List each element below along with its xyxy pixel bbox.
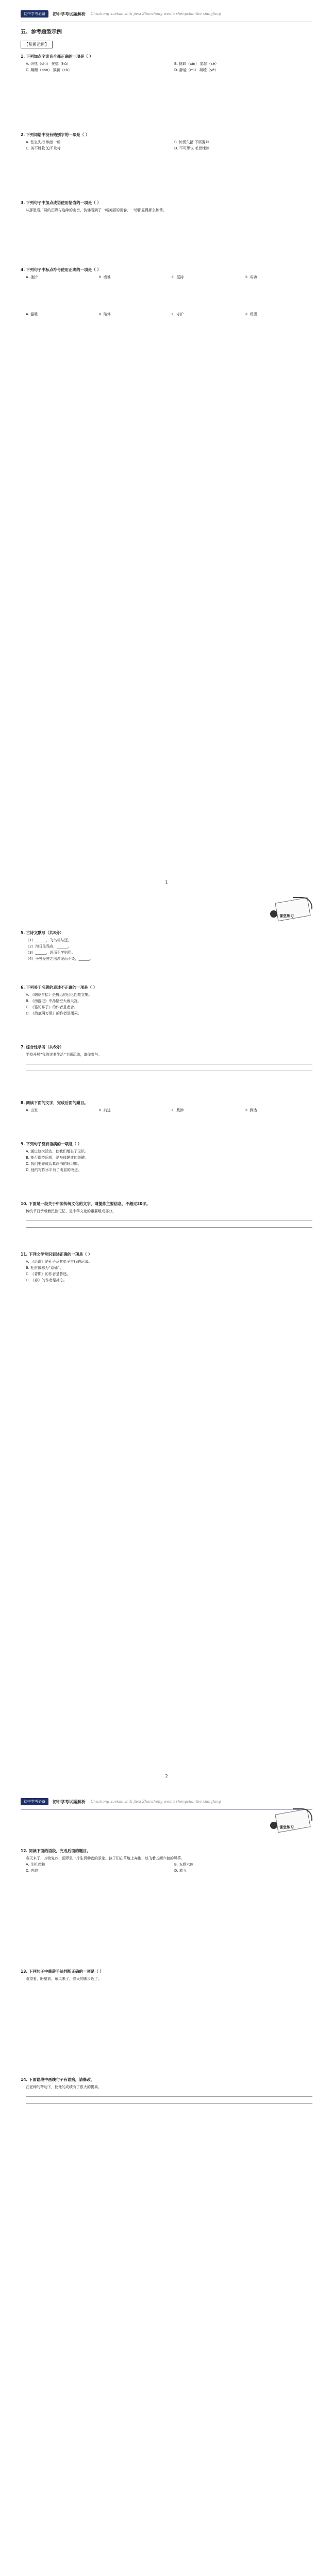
page-number: 2 — [165, 1774, 168, 1778]
option: B. 前进 — [98, 1108, 111, 1112]
page-header — [21, 1797, 312, 1806]
question-12-text: 春天来了，万物复苏，田野里一片生机勃勃的景象。孩子们在草地上奔跑，放飞着五颜六色的风筝。 — [26, 1856, 185, 1860]
fill-line: （1）______，飞鸟相与还。 — [26, 938, 72, 942]
option: A. 《论语》是孔子及其弟子言行的记录。 — [26, 1260, 92, 1264]
option: A. 《朝花夕拾》是鲁迅的回忆性散文集。 — [26, 993, 92, 997]
question-12: 12. 阅读下面的语段，完成后面的题目。 — [21, 1849, 91, 1853]
leaf-graphic — [293, 1808, 312, 1821]
option: D. 到达 — [244, 1108, 257, 1112]
option: A. 出发 — [26, 1108, 38, 1112]
practice-badge — [265, 897, 312, 921]
option: D. 《春》的作者是冰心。 — [26, 1278, 67, 1282]
fill-line: （4）予独爱莲之出淤泥而不染，______。 — [26, 957, 93, 961]
answer-line[interactable] — [26, 1065, 312, 1071]
page-number: 1 — [165, 880, 168, 885]
option: A. 通过这次活动，使我们增长了见识。 — [26, 1149, 89, 1154]
option: D. 成功 — [244, 275, 257, 279]
question-14: 14. 下面语段中画线句子有语病，请修改。 — [21, 2077, 95, 2082]
option: D. 《海底两万里》的作者是雨果。 — [26, 1011, 81, 1015]
question-2: 2. 下列词语中没有错别字的一项是（ ） — [21, 132, 90, 137]
option: C. 跋涉 — [172, 1108, 184, 1112]
question-13-text: 盼望着，盼望着，东风来了，春天的脚步近了。 — [26, 1977, 102, 1981]
question-12-options — [21, 1861, 312, 1874]
question-7-text: 学校开展“我的读书生活”主题活动，请你参与。 — [26, 1053, 102, 1057]
option: C. 美不胜收 迫不及待 — [26, 146, 61, 150]
question-9: 9. 下列句子没有语病的一项是（ ） — [21, 1142, 82, 1146]
question-13: 13. 下列句子中修辞手法判断正确的一项是（ ） — [21, 1969, 104, 1974]
option: A. 炽热（chì） 恍惚（hū） — [26, 62, 71, 66]
option: C. 蹒跚（pán） 簇新（cù） — [26, 68, 72, 72]
leaf-graphic — [293, 897, 312, 909]
option: B. 陪伴 — [98, 312, 111, 316]
header-series: 初中学考试题解析 — [53, 11, 86, 16]
question-14-text: 在老师的帮助下，使他的成绩有了很大的提高。 — [26, 2085, 102, 2089]
question-4b-options — [21, 311, 312, 317]
answer-line[interactable] — [26, 2098, 312, 2104]
option: B. 杜甫被称为“诗仙”。 — [26, 1266, 63, 1270]
question-3: 3. 下列句子中加点成语使用恰当的一项是（ ） — [21, 200, 101, 205]
answer-line[interactable] — [26, 1059, 312, 1064]
option: C. 奔跑 — [26, 1869, 38, 1873]
header-brand: 初中学考必备 — [21, 10, 48, 18]
question-8-options — [21, 1107, 312, 1113]
section-title: 五、参考题型示例 — [21, 29, 62, 35]
practice-badge — [265, 1808, 312, 1832]
option: B. 五颜六色 — [174, 1862, 194, 1867]
option: D. 不可思议 毛骨悚然 — [174, 146, 210, 150]
question-11: 11. 下列文学常识表述正确的一项是（ ） — [21, 1252, 92, 1257]
question-1: 1. 下列加点字读音全都正确的一项是（ ） — [21, 54, 93, 59]
page-1 — [0, 0, 333, 894]
option: D. 希望 — [244, 312, 257, 316]
question-10: 10. 下面是一段关于中国传统文化的文字，请提炼主要信息，不超过20字。 — [21, 1201, 151, 1206]
page-3 — [0, 1788, 333, 2576]
question-8: 8. 阅读下面的文字，完成后面的题目。 — [21, 1100, 88, 1105]
option: A. 温暖 — [26, 312, 38, 316]
subsection-label: 【积累运用】 — [21, 41, 53, 48]
badge-label: 课堂练习 — [279, 1825, 294, 1829]
option: B. 挑衅（xìn） 瑟瑟（sè） — [174, 62, 219, 66]
question-1-options — [21, 61, 312, 73]
badge-label: 课堂练习 — [279, 914, 294, 918]
option: B. 《西游记》中孙悟空大闹天宫。 — [26, 999, 81, 1003]
question-3-text: 从那里看广阔的田野与连绵的山峦，仿佛看到了一幅美丽的画卷，一切都显得那么和谐。 — [26, 208, 166, 212]
option: C. 《骆驼祥子》的作者是老舍。 — [26, 1005, 78, 1009]
option: C. 《背影》的作者是鲁迅。 — [26, 1272, 71, 1276]
option: D. 放飞 — [174, 1869, 187, 1873]
question-10-text: 传统节日承载着民族记忆，是中华文化的重要组成部分。 — [26, 1209, 116, 1213]
header-latin: Chuzhong xuekao shiti jiexi Zhanzhong wenlu shengchanthe xiangfang — [91, 12, 221, 16]
answer-line[interactable] — [26, 1215, 312, 1221]
option: A. 张皇失措 焕然一新 — [26, 140, 61, 144]
option: B. 惊慌失措 不屑置辩 — [174, 140, 209, 144]
option: D. 静谧（mì） 凝噎（yē） — [174, 68, 219, 72]
option: C. 坚持 — [172, 275, 184, 279]
answer-line[interactable] — [26, 2091, 312, 2097]
fill-line: （2）海日生残夜，______。 — [26, 944, 72, 948]
question-5: 5. 古诗文默写（共8分） — [21, 930, 64, 935]
question-7: 7. 综合性学习（共6分） — [21, 1045, 64, 1049]
option: C. 我们要养成认真读书的好习惯。 — [26, 1162, 81, 1166]
option: C. 守护 — [172, 312, 184, 316]
option: A. 生机勃勃 — [26, 1862, 45, 1867]
header-brand: 初中学考必备 — [21, 1798, 48, 1805]
header-latin: Chuzhong xuekao shiti jiexi Zhanzhong wenlu shengchanthe xiangfang — [91, 1800, 221, 1804]
question-4: 4. 下列句子中标点符号使用正确的一项是（ ） — [21, 267, 101, 272]
answer-line[interactable] — [26, 1222, 312, 1228]
option: D. 他的写作水平有了明显的改进。 — [26, 1168, 81, 1172]
header-series: 初中学考试题解析 — [53, 1799, 86, 1804]
question-2-options — [21, 139, 312, 151]
badge-dot-graphic — [270, 1822, 277, 1829]
question-6: 6. 下列关于名著的表述不正确的一项是（ ） — [21, 985, 97, 990]
page-2 — [0, 894, 333, 1788]
page-header — [21, 9, 312, 19]
question-4-options — [21, 274, 312, 280]
option: B. 能否保持乐观，是身体健康的关键。 — [26, 1156, 89, 1160]
fill-line: （3）______，思而不学则殆。 — [26, 951, 75, 955]
badge-dot-graphic — [270, 910, 277, 918]
option: A. 挫折 — [26, 275, 38, 279]
option: B. 磨难 — [98, 275, 111, 279]
